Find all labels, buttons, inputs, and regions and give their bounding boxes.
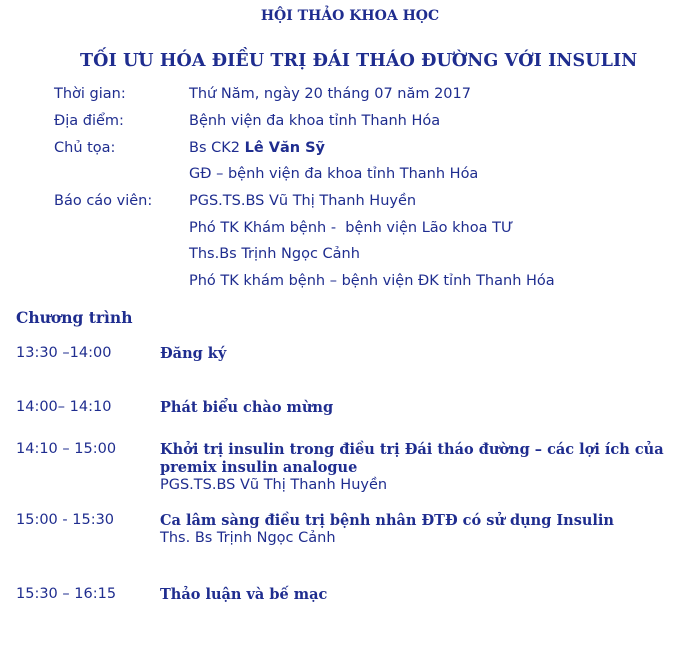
- program-title: Đăng ký: [160, 345, 227, 362]
- event-subtitle: HỘI THẢO KHOA HỌC: [260, 8, 440, 24]
- chair-name: Lê Văn Sỹ: [244, 140, 325, 156]
- program-title: Khởi trị insulin trong điều trị Đái tháo đường – các lợi ích của: [160, 441, 664, 458]
- program-speaker: Ths. Bs Trịnh Ngọc Cảnh: [160, 530, 336, 546]
- time-value: Thứ Năm, ngày 20 tháng 07 năm 2017: [189, 86, 471, 102]
- chair-label: Chủ tọa:: [54, 140, 116, 156]
- place-value: Bệnh viện đa khoa tỉnh Thanh Hóa: [189, 113, 441, 129]
- program-speaker: PGS.TS.BS Vũ Thị Thanh Huyền: [160, 477, 388, 493]
- program-title: Ca lâm sàng điều trị bệnh nhân ĐTĐ có sử dụng Insulin: [160, 512, 614, 529]
- program-time: 14:10 – 15:00: [16, 441, 117, 457]
- program-title: Phát biểu chào mừng: [160, 399, 334, 416]
- place-label: Địa điểm:: [54, 113, 124, 129]
- program-title: Thảo luận và bế mạc: [160, 586, 328, 603]
- speakers-label: Báo cáo viên:: [54, 193, 153, 209]
- program-time: 13:30 –14:00: [16, 345, 112, 361]
- program-time: 15:30 – 16:15: [16, 586, 117, 602]
- time-label: Thời gian:: [54, 86, 126, 102]
- speaker-2-name: Ths.Bs Trịnh Ngọc Cảnh: [189, 246, 360, 262]
- program-title-continued: premix insulin analogue: [160, 459, 358, 476]
- speaker-1-name: PGS.TS.BS Vũ Thị Thanh Huyền: [189, 193, 417, 209]
- event-title: TỐI ƯU HÓA ĐIỀU TRỊ ĐÁI THÁO ĐƯỜNG VỚI INSULIN: [80, 51, 638, 71]
- chair-prefix: Bs CK2: [189, 140, 245, 156]
- program-heading: Chương trình: [16, 308, 133, 327]
- program-time: 14:00– 14:10: [16, 399, 112, 415]
- chair-role: GĐ – bệnh viện đa khoa tỉnh Thanh Hóa: [189, 166, 479, 182]
- chair-value: [189, 140, 325, 156]
- program-time: 15:00 - 15:30: [16, 512, 115, 528]
- speaker-2-role: Phó TK khám bệnh – bệnh viện ĐK tỉnh Thanh Hóa: [189, 273, 555, 289]
- speaker-1-role: Phó TK Khám bệnh - bệnh viện Lão khoa TƯ: [189, 220, 514, 236]
